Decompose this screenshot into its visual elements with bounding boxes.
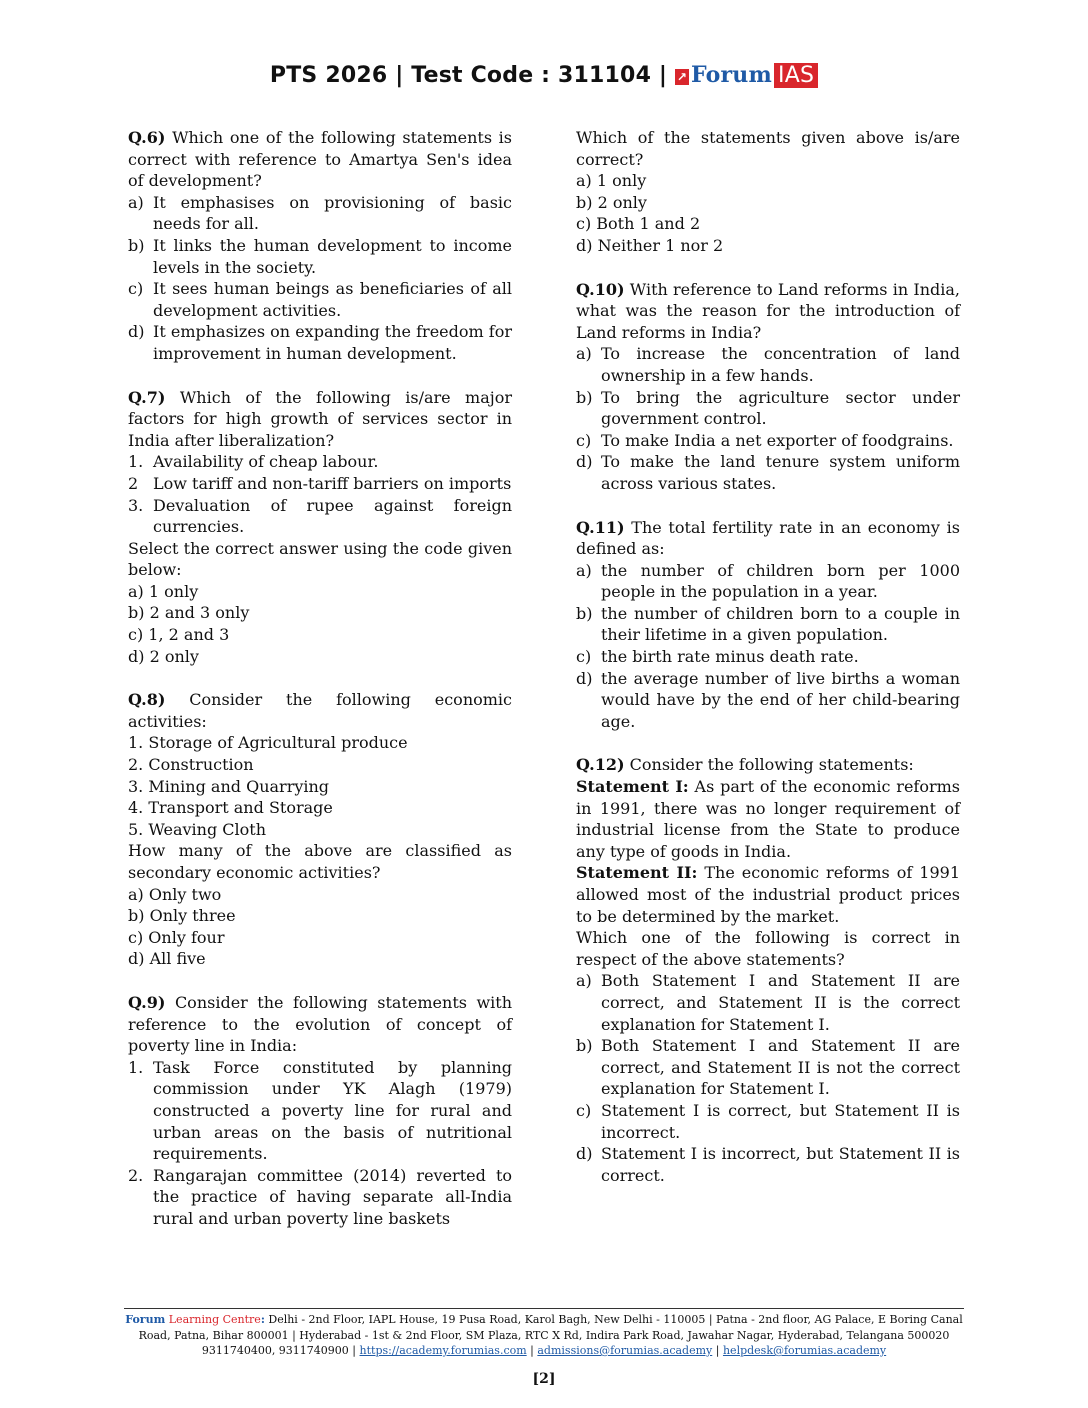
question-9 <box>128 992 512 1230</box>
activity-item: 4. Transport and Storage <box>128 798 333 818</box>
question-number: Q.11) <box>576 517 625 537</box>
option-d: d) It emphasizes on expanding the freedom for improvement in human development. <box>128 322 512 363</box>
logo-forum-text: Forum <box>691 62 772 88</box>
option-c: c) Both 1 and 2 <box>576 214 701 234</box>
option-c: c) the birth rate minus death rate. <box>576 647 859 667</box>
statement-item: 3. Devaluation of rupee against foreign currencies. <box>128 495 512 537</box>
question-11 <box>576 517 960 733</box>
question-instruction: How many of the above are classified as secondary economic activities? <box>128 841 512 882</box>
option-d: d) To make the land tenure system uniform across various states. <box>576 452 960 493</box>
option-b: b) the number of children born to a couple in their lifetime in a given population. <box>576 603 960 645</box>
option-c: c) 1, 2 and 3 <box>128 625 230 645</box>
academy-link[interactable]: https://academy.forumias.com <box>359 1344 527 1357</box>
question-12 <box>576 754 960 1186</box>
left-column <box>128 127 512 1252</box>
option-a: a) To increase the concentration of land ownership in a few hands. <box>576 344 960 385</box>
option-d: d) the average number of live births a woman would have by the end of her child-bearing age. <box>576 668 960 731</box>
question-text: With reference to Land reforms in India, what was the reason for the introduction of Land reforms in India? <box>576 279 960 342</box>
footer-address-line-1: Forum Learning Centre: Delhi - 2nd Floor, IAPL House, 19 Pusa Road, Karol Bagh, New Delhi - 110005 | Patna - 2nd floor, AG Palace, E Boring Canal <box>125 1313 963 1326</box>
question-text: Which one of the following statements is correct with reference to Amartya Sen's idea of development? <box>128 128 512 191</box>
question-8 <box>128 689 512 970</box>
question-text: The total fertility rate in an economy is defined as: <box>576 517 961 559</box>
right-column <box>576 127 960 1208</box>
logo-ias-text: IAS <box>774 63 818 88</box>
option-a: a) Only two <box>128 884 222 904</box>
option-d: d) 2 only <box>128 646 199 666</box>
page-number: [2] <box>532 1371 556 1387</box>
question-number: Q.7) <box>128 387 166 407</box>
question-text: Which of the following is/are major factors for high growth of services sector in India after liberalization? <box>128 387 512 450</box>
statement-item: 1. Availability of cheap labour. <box>128 452 379 472</box>
logo-arrow-icon: ↗ <box>676 70 688 84</box>
footer-address-1: Delhi - 2nd Floor, IAPL House, 19 Pusa Road, Karol Bagh, New Delhi - 110005 | Patna - 2nd floor, AG Palace, E Boring Canal <box>268 1313 963 1326</box>
question-number: Q.9) <box>128 992 166 1012</box>
question-text: Consider the following economic activities: <box>128 690 512 731</box>
option-d: d) All five <box>128 949 206 969</box>
option-b: b) It links the human development to income levels in the society. <box>128 235 512 277</box>
footer-contact-line: 9311740400, 9311740900 | https://academy.forumias.com | admissions@forumias.academy | helpdesk@forumias.academy <box>201 1344 887 1357</box>
footer-address-2: Road, Patna, Bihar 800001 | Hyderabad - 1st & 2nd Floor, SM Plaza, RTC X Rd, Indira Park Road, Jawahar Nagar, Hyderabad, Telangana 500020 <box>138 1328 950 1342</box>
footer-forum-text: Forum <box>125 1313 166 1326</box>
question-6 <box>128 127 512 365</box>
page-header <box>0 62 1088 88</box>
forumias-logo <box>675 62 818 88</box>
question-text: Consider the following statements: <box>629 755 914 775</box>
option-b: b) 2 only <box>576 192 647 212</box>
footer-divider <box>124 1308 964 1309</box>
question-instruction: Which one of the following is correct in respect of the above statements? <box>576 928 960 969</box>
footer-phones: 9311740400, 9311740900 <box>201 1344 349 1357</box>
helpdesk-email-link[interactable]: helpdesk@forumias.academy <box>722 1344 887 1357</box>
question-number: Q.12) <box>576 755 625 775</box>
statement-item: 2. Rangarajan committee (2014) reverted to the practice of having separate all-India rural and urban poverty line baskets <box>128 1165 512 1228</box>
page-footer <box>124 1312 964 1359</box>
option-a: a) 1 only <box>576 171 647 191</box>
option-c: c) Statement I is correct, but Statement II is incorrect. <box>576 1100 960 1142</box>
footer-learning-centre-text: Learning Centre <box>168 1313 261 1326</box>
question-number: Q.10) <box>576 279 625 299</box>
option-b: b) To bring the agriculture sector under government control. <box>576 387 960 429</box>
option-c: c) To make India a net exporter of foodgrains. <box>576 430 954 450</box>
question-text: Consider the following statements with reference to the evolution of concept of poverty line in India: <box>128 992 513 1056</box>
activity-item: 2. Construction <box>128 755 254 775</box>
statement-2: Statement II: The economic reforms of 1991 allowed most of the industrial product prices to be determined by the market. <box>576 863 961 926</box>
option-d: d) Neither 1 nor 2 <box>576 235 724 255</box>
option-b: b) Both Statement I and Statement II are correct, and Statement II is not the correct explanation for Statement I. <box>576 1036 960 1099</box>
option-a: a) 1 only <box>128 581 199 601</box>
option-b: b) 2 and 3 only <box>128 603 250 623</box>
question-10 <box>576 279 960 495</box>
question-7 <box>128 387 512 668</box>
activity-item: 5. Weaving Cloth <box>128 819 267 839</box>
option-d: d) Statement I is incorrect, but Statement II is correct. <box>576 1144 960 1185</box>
statement-item: 1. Task Force constituted by planning commission under YK Alagh (1979) constructed a poverty line for rural and urban areas on the basis of nutritional requirements. <box>128 1057 512 1164</box>
question-number: Q.6) <box>128 128 166 147</box>
statement-item: 2 Low tariff and non-tariff barriers on imports <box>128 473 512 493</box>
question-instruction: Which of the statements given above is/are correct? <box>576 128 960 169</box>
question-9-continued <box>576 127 960 257</box>
option-a: a) It emphasises on provisioning of basic needs for all. <box>128 192 512 234</box>
option-c: c) It sees human beings as beneficiaries of all development activities. <box>128 279 512 320</box>
option-a: a) the number of children born per 1000 people in the population in a year. <box>576 560 960 602</box>
admissions-email-link[interactable]: admissions@forumias.academy <box>537 1344 713 1357</box>
statement-1: Statement I: As part of the economic reforms in 1991, there was no longer requirement of industrial license from the State to produce any type of goods in India. <box>576 777 960 861</box>
option-b: b) Only three <box>128 906 236 926</box>
question-instruction: Select the correct answer using the code given below: <box>128 538 512 580</box>
header-title: PTS 2026 | Test Code : 311104 | <box>269 63 668 88</box>
option-c: c) Only four <box>128 927 225 947</box>
activity-item: 3. Mining and Quarrying <box>128 776 330 796</box>
question-number: Q.8) <box>128 690 166 710</box>
option-a: a) Both Statement I and Statement II are correct, and Statement II is the correct explanation for Statement I. <box>576 971 960 1034</box>
activity-item: 1. Storage of Agricultural produce <box>128 733 408 753</box>
